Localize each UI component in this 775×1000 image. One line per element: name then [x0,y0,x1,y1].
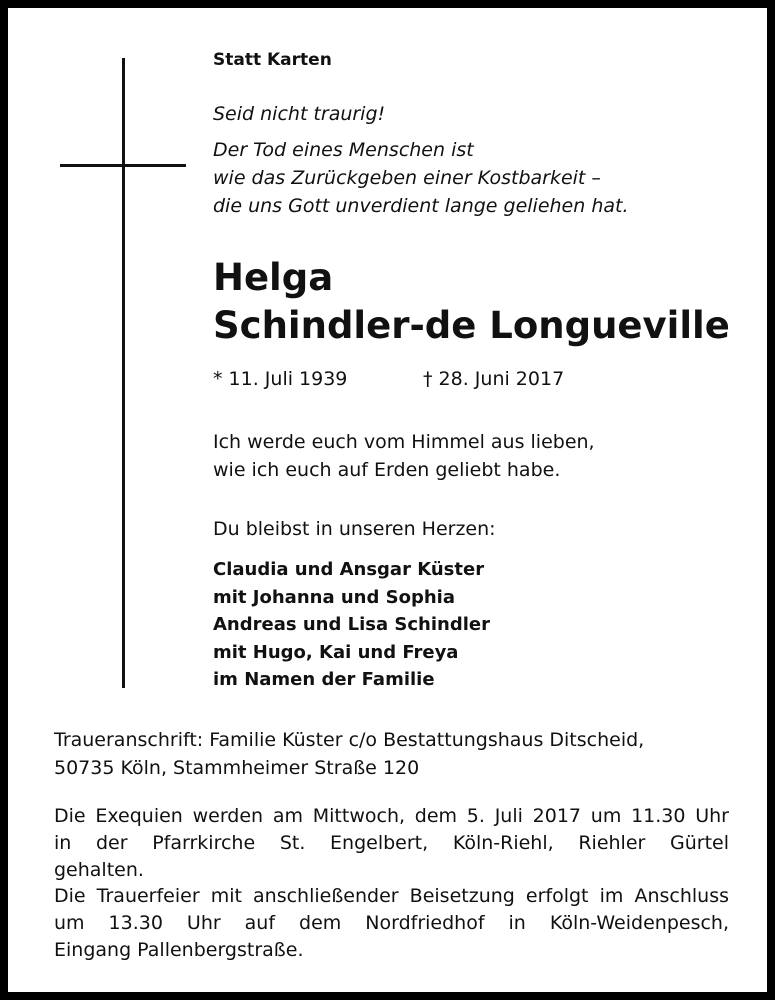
family-line-5: im Namen der Familie [213,669,435,690]
verse-gap [213,128,629,136]
last-name: Schindler-de Longueville [213,304,730,347]
exequien-line-1: Die Exequien werden am Mittwoch, dem 5. Juli 2017 um 11.30 Uhr [54,805,729,827]
deceased-name [213,254,730,350]
quote [213,428,595,484]
exequien-line-2: in der Pfarrkirche St. Engelbert, Köln-Riehl, Riehler Gürtel [54,832,729,854]
family-line-2: mit Johanna und Sophia [213,586,455,608]
trauerfeier-line-2: um 13.30 Uhr auf dem Nordfriedhof in Köln-Weidenpesch, [54,912,729,934]
trauerfeier-line-1: Die Trauerfeier mit anschließender Beisetzung erfolgt im Anschluss [54,885,729,907]
birth-date: * 11. Juli 1939 [213,368,348,390]
header-statt-karten: Statt Karten [213,50,332,70]
cross-horizontal-bar [60,164,186,167]
family-line-1: Claudia und Ansgar Küster [213,559,485,580]
exequien-paragraph [54,803,729,884]
verse-line-3: wie das Zurückgeben einer Kostbarkeit – [213,167,601,189]
trauerfeier-paragraph [54,883,729,964]
family-line-4: mit Hugo, Kai und Freya [213,641,459,663]
exequien-line-3: gehalten. [54,859,144,881]
verse [213,100,629,220]
mourning-address [54,726,644,782]
trauerfeier-line-3: Eingang Pallenbergstraße. [54,939,304,961]
address-line-1: Traueranschrift: Familie Küster c/o Bestattungshaus Ditscheid, [54,729,645,751]
verse-line-4: die uns Gott unverdient lange geliehen hat. [213,195,629,217]
family-list [213,556,490,694]
cross-vertical-bar [122,58,125,688]
verse-line-2: Der Tod eines Menschen ist [213,139,474,161]
remembrance-line: Du bleibst in unseren Herzen: [213,518,496,540]
quote-line-2: wie ich euch auf Erden geliebt habe. [213,459,561,481]
first-name: Helga [213,256,334,299]
verse-line-1: Seid nicht traurig! [213,103,386,125]
address-line-2: 50735 Köln, Stammheimer Straße 120 [54,757,420,779]
death-date: † 28. Juni 2017 [423,368,565,390]
family-line-3: Andreas und Lisa Schindler [213,614,490,635]
quote-line-1: Ich werde euch vom Himmel aus lieben, [213,431,595,453]
